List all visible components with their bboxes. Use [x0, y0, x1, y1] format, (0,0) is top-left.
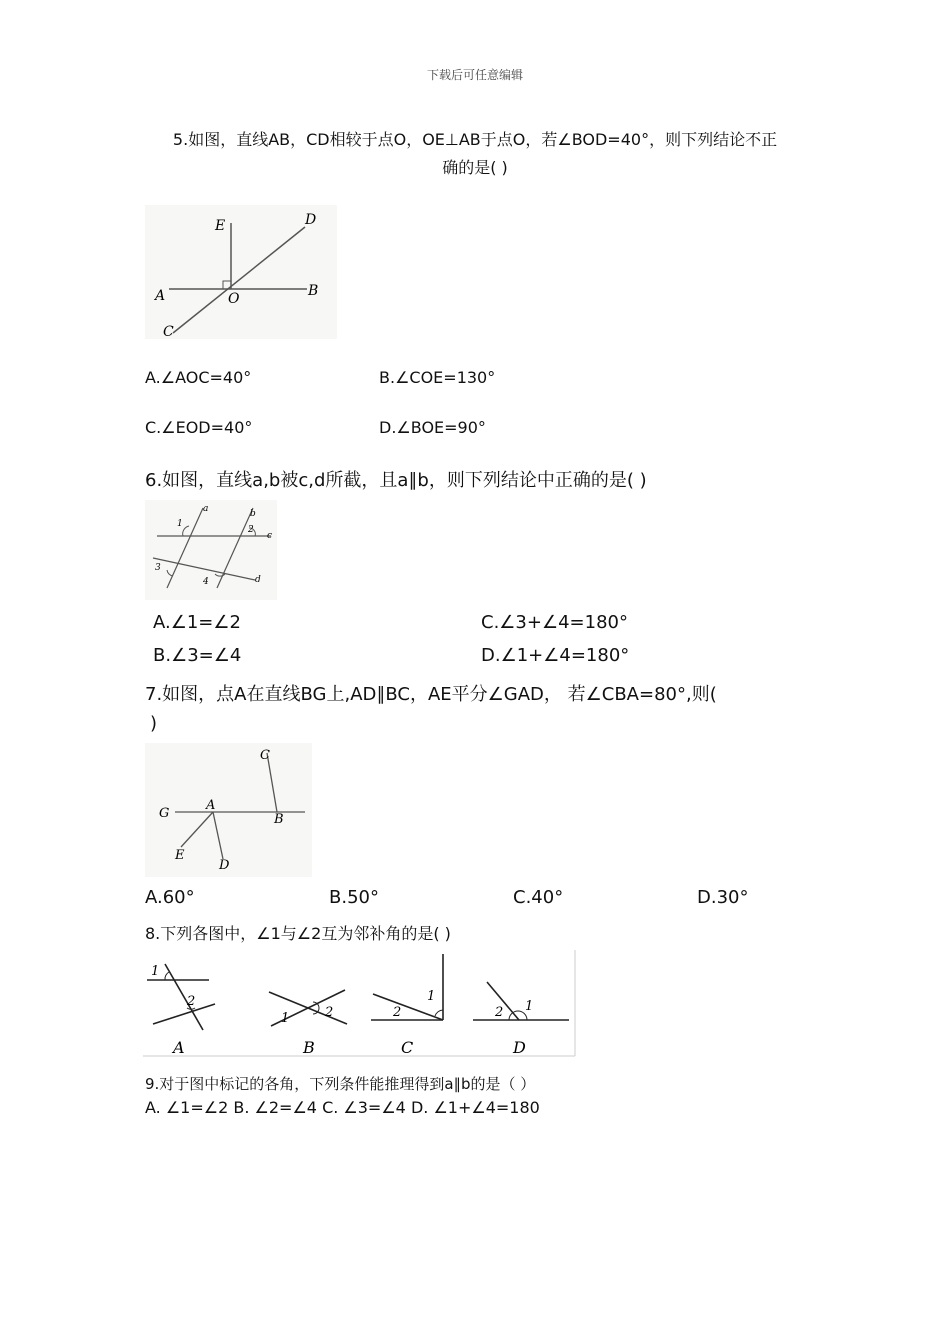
q5-option-d: D.∠BOE=90° — [379, 418, 486, 437]
fig5-label-a: A — [155, 288, 166, 304]
question-7-stem-line1: 7.如图，点A在直线BG上,AD∥BC，AE平分∠GAD， 若∠CBA=80°,则( — [145, 684, 717, 705]
fig8c-label-2: 2 — [393, 1005, 402, 1020]
fig7-label-e: E — [175, 848, 185, 863]
fig6-label-4: 4 — [203, 577, 209, 587]
fig8a-label-1: 1 — [151, 964, 160, 979]
fig8a-label-2: 2 — [187, 994, 196, 1009]
fig7-label-d: D — [219, 858, 230, 873]
fig8-label-b: B — [303, 1038, 315, 1057]
question-5-stem-line2: 确的是( ) — [442, 158, 508, 177]
q5-option-a: A.∠AOC=40° — [145, 368, 252, 387]
question-8-figure — [143, 950, 577, 1060]
fig8-label-c: C — [401, 1038, 414, 1057]
fig7-label-g: G — [159, 806, 170, 821]
fig8b-label-2: 2 — [325, 1005, 334, 1020]
fig6-label-3: 3 — [155, 563, 161, 573]
question-9-options: A. ∠1=∠2 B. ∠2=∠4 C. ∠3=∠4 D. ∠1+∠4=180 — [145, 1098, 540, 1117]
fig7-label-a: A — [206, 798, 216, 813]
question-8-stem: 8.下列各图中，∠1与∠2互为邻补角的是( ) — [145, 924, 451, 943]
fig5-label-b: B — [308, 283, 319, 299]
fig6-label-b: b — [250, 509, 256, 519]
fig6-label-1: 1 — [177, 519, 183, 529]
q6-option-d: D.∠1+∠4=180° — [481, 645, 630, 666]
question-5-stem-line1: 5.如图，直线AB，CD相较于点O，OE⊥AB于点O，若∠BOD=40°，则下列结论不正 — [172, 130, 778, 149]
q7-option-d: D.30° — [697, 887, 749, 908]
q6-option-c: C.∠3+∠4=180° — [481, 612, 628, 633]
fig5-label-c: C — [163, 324, 174, 339]
question-7-stem-line2: ) — [150, 713, 158, 734]
question-5-figure — [145, 205, 337, 339]
fig7-label-b: B — [274, 812, 284, 827]
q7-option-b: B.50° — [329, 887, 379, 908]
fig8-label-d: D — [513, 1038, 526, 1057]
fig5-label-o: O — [228, 291, 240, 307]
question-5-stem — [150, 126, 800, 182]
q7-option-c: C.40° — [513, 887, 564, 908]
fig6-label-a: a — [203, 504, 209, 514]
q5-option-c: C.∠EOD=40° — [145, 418, 253, 437]
fig6-label-d: d — [255, 575, 261, 585]
fig8c-label-1: 1 — [427, 989, 436, 1004]
fig8d-label-1: 1 — [525, 999, 534, 1014]
fig5-label-d: D — [305, 212, 317, 228]
page-header: 下载后可任意编辑 — [426, 68, 523, 82]
fig6-label-c: c — [267, 531, 273, 541]
question-7-figure — [145, 743, 312, 877]
fig8b-label-1: 1 — [281, 1011, 290, 1026]
fig8d-label-2: 2 — [495, 1005, 504, 1020]
fig7-label-c: C — [260, 748, 270, 763]
fig5-label-e: E — [215, 218, 226, 234]
q7-option-a: A.60° — [145, 887, 195, 908]
question-6-figure — [145, 500, 277, 600]
q6-option-a: A.∠1=∠2 — [153, 612, 241, 633]
fig6-label-2: 2 — [248, 525, 254, 535]
fig8-label-a: A — [173, 1038, 185, 1057]
q5-option-b: B.∠COE=130° — [379, 368, 496, 387]
question-6-stem: 6.如图，直线a,b被c,d所截，且a∥b，则下列结论中正确的是( ) — [145, 470, 647, 491]
question-9-stem: 9.对于图中标记的各角，下列条件能推理得到a∥b的是（ ） — [145, 1075, 536, 1093]
q6-option-b: B.∠3=∠4 — [153, 645, 242, 666]
